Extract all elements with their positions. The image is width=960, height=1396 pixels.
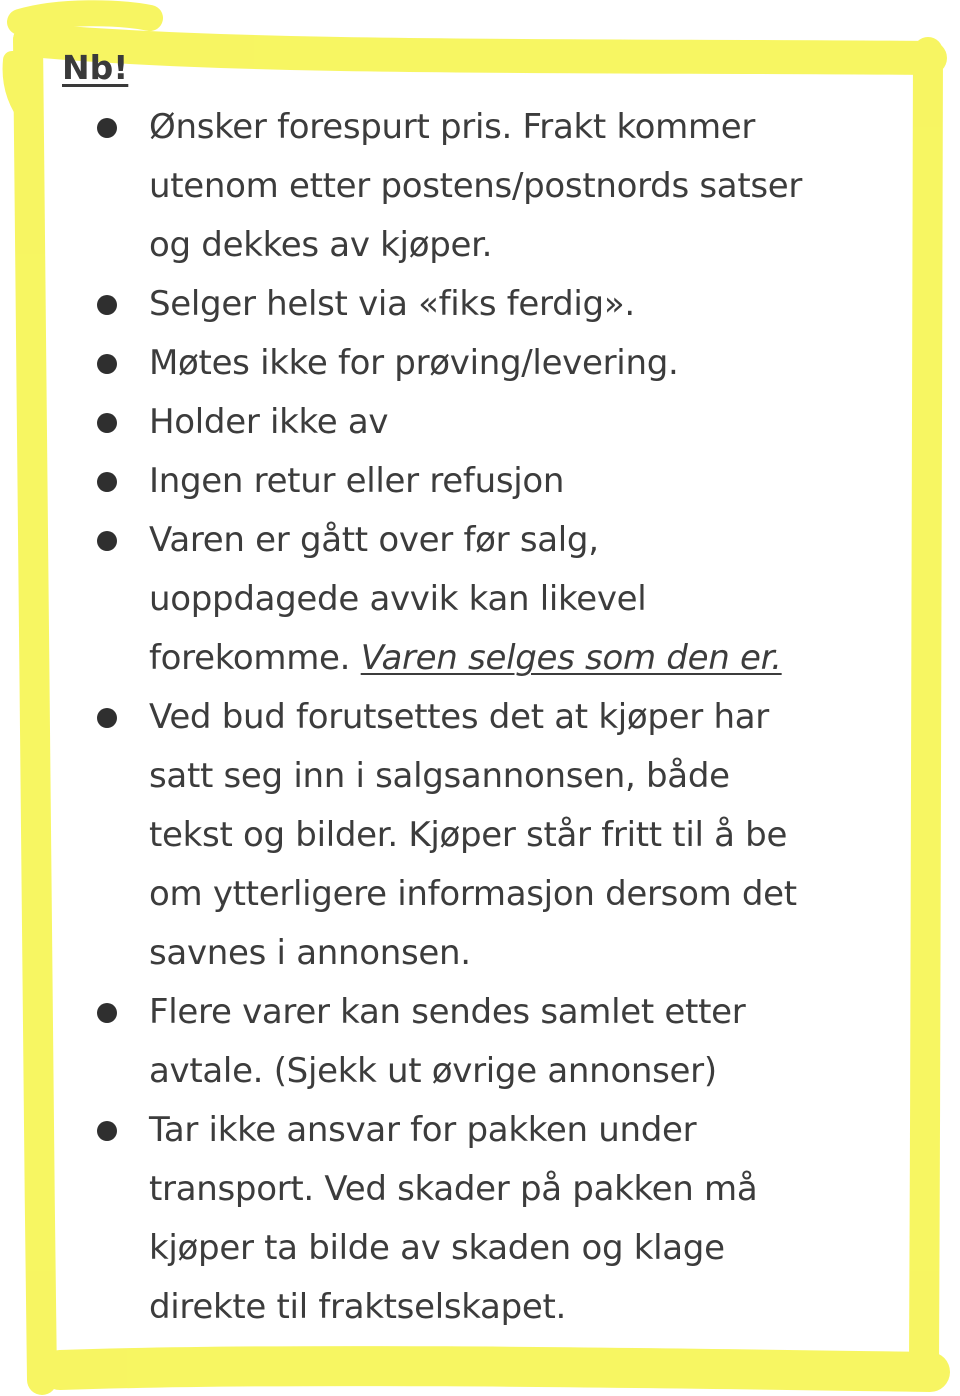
notes-heading: Nb! bbox=[62, 48, 129, 87]
bullet-icon bbox=[97, 472, 117, 492]
list-item-line: tekst og bilder. Kjøper står fritt til å be bbox=[149, 815, 788, 855]
bullet-icon bbox=[97, 413, 117, 433]
notes-list bbox=[0, 98, 900, 1337]
bullet-icon bbox=[97, 118, 117, 138]
bullet-icon bbox=[97, 531, 117, 551]
list-item-line: forekomme. bbox=[149, 638, 361, 678]
list-item bbox=[0, 393, 900, 452]
list-item bbox=[0, 511, 900, 688]
list-item bbox=[0, 983, 900, 1101]
bullet-icon bbox=[97, 295, 117, 315]
list-item-line: utenom etter postens/postnords satser bbox=[149, 166, 803, 206]
list-item bbox=[0, 688, 900, 983]
list-item-line: direkte til fraktselskapet. bbox=[149, 1287, 567, 1327]
list-item-line: transport. Ved skader på pakken må bbox=[149, 1169, 758, 1209]
list-item-line: og dekkes av kjøper. bbox=[149, 225, 493, 265]
list-item-line: satt seg inn i salgsannonsen, både bbox=[149, 756, 730, 796]
list-item-line: Holder ikke av bbox=[149, 402, 389, 442]
bullet-icon bbox=[97, 1003, 117, 1023]
list-item-line: Ønsker forespurt pris. Frakt kommer bbox=[149, 107, 756, 147]
bullet-icon bbox=[97, 354, 117, 374]
list-item-line-wrap bbox=[149, 629, 900, 688]
list-item-line: Flere varer kan sendes samlet etter bbox=[149, 992, 746, 1032]
list-item-line: avtale. (Sjekk ut øvrige annonser) bbox=[149, 1051, 717, 1091]
list-item-line: Ingen retur eller refusjon bbox=[149, 461, 565, 501]
list-item-line: Ved bud forutsettes det at kjøper har bbox=[149, 697, 769, 737]
bullet-icon bbox=[97, 708, 117, 728]
list-item-line: savnes i annonsen. bbox=[149, 933, 471, 973]
list-item-line: uoppdagede avvik kan likevel bbox=[149, 579, 647, 619]
list-item-line: Selger helst via «fiks ferdig». bbox=[149, 284, 635, 324]
list-item-line: Møtes ikke for prøving/levering. bbox=[149, 343, 679, 383]
list-item bbox=[0, 1101, 900, 1337]
list-item-line: om ytterligere informasjon dersom det bbox=[149, 874, 797, 914]
list-item bbox=[0, 334, 900, 393]
list-item-line: Varen er gått over før salg, bbox=[149, 520, 599, 560]
list-item bbox=[0, 452, 900, 511]
emphasis-text: Varen selges som den er. bbox=[360, 638, 782, 678]
list-item-line: Tar ikke ansvar for pakken under bbox=[149, 1110, 697, 1150]
list-item-line: kjøper ta bilde av skaden og klage bbox=[149, 1228, 725, 1268]
list-item bbox=[0, 98, 900, 275]
list-item bbox=[0, 275, 900, 334]
bullet-icon bbox=[97, 1121, 117, 1141]
